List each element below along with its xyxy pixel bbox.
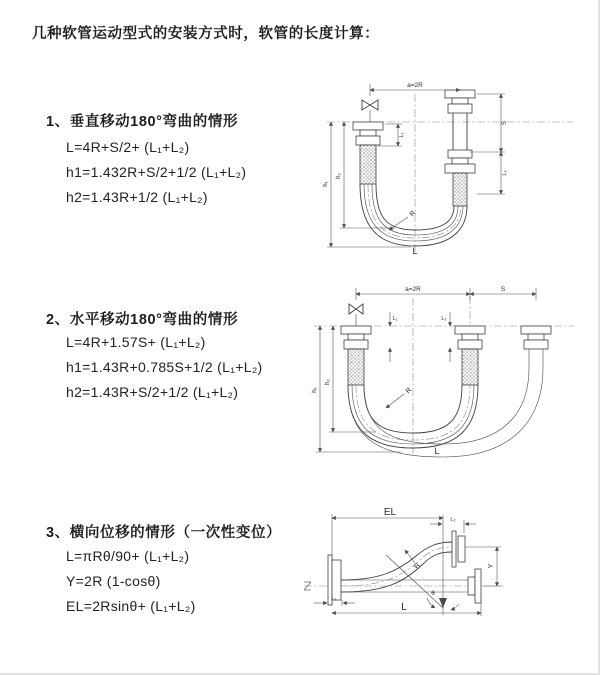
- dim-span-label: a=2R: [407, 82, 423, 89]
- section-2-formula-h1: h1=1.43R+0.785S+1/2 (L₁+L₂): [66, 359, 263, 375]
- dim-span-label: a=2R: [405, 286, 421, 293]
- section-3-formula-y: Y=2R (1-cosθ): [66, 573, 161, 589]
- dim-h2-label: h₂: [325, 379, 331, 385]
- flange-right-moved: [521, 326, 551, 368]
- section-1-heading: 1、垂直移动180°弯曲的情形: [46, 114, 239, 130]
- dim-h1-label: h₁: [312, 387, 318, 393]
- dimensions: [312, 286, 536, 456]
- section-3-heading: 3、横向位移的情形（一次性变位）: [46, 525, 282, 541]
- flange-right-upper: [445, 90, 475, 150]
- braided-hose-section: [453, 173, 467, 206]
- flange-middle: [455, 326, 485, 385]
- page-title: 几种软管运动型式的安装方式时，软管的长度计算：: [32, 26, 380, 42]
- valve-icon: [349, 304, 363, 326]
- angle-theta-label: θ: [431, 590, 435, 597]
- dim-fitting-left-label: L₁: [331, 596, 337, 602]
- dim-fitting-right-label: L₂: [441, 316, 447, 322]
- length-label: L: [401, 602, 407, 613]
- dim-y-label: Y: [488, 563, 495, 569]
- section-1-formula-l: L=4R+S/2+ (L₁+L₂): [66, 139, 190, 155]
- diagram-lateral-displacement: [302, 503, 600, 651]
- diagram-vertical-180-bend: [315, 76, 587, 256]
- length-label: L: [412, 246, 418, 256]
- s-curve-hose-displaced: [341, 542, 452, 592]
- flange-right-original: [468, 569, 481, 603]
- dim-fitting-left-label: L₁: [399, 132, 405, 138]
- dim-fitting-right-label: L₂: [502, 170, 508, 176]
- dim-fitting-left-label: L₁: [392, 316, 398, 322]
- flange-left: [353, 122, 383, 184]
- dim-el-label: EL: [383, 507, 397, 518]
- braided-hose-section: [462, 349, 478, 385]
- radius-label: R: [404, 386, 414, 396]
- section-1-formula-h2: h2=1.43R+1/2 (L₁+L₂): [66, 189, 208, 205]
- section-1-formula-h1: h1=1.432R+S/2+1/2 (L₁+L₂): [66, 164, 247, 180]
- radius-label: R: [413, 562, 422, 571]
- section-2-heading: 2、水平移动180°弯曲的情形: [46, 312, 239, 328]
- section-2-formula-l: L=4R+1.57S+ (L₁+L₂): [66, 334, 206, 350]
- dim-stroke-label: S: [500, 286, 506, 293]
- section-3-formula-el: EL=2Rsinθ+ (L₁+L₂): [66, 598, 196, 614]
- u-hose-moved: [348, 368, 543, 457]
- length-label: L: [434, 446, 440, 456]
- dimensions: [314, 507, 501, 616]
- valve-icon: [362, 100, 378, 122]
- dim-stroke-label: S: [502, 120, 508, 126]
- dim-fitting-right-label: L₂: [450, 517, 456, 523]
- section-3-formula-l: L=πRθ/90+ (L₁+L₂): [66, 548, 190, 564]
- flange-upper-displaced: [452, 531, 465, 567]
- flange-right-lower: [445, 150, 475, 206]
- braided-hose-section: [348, 349, 364, 385]
- section-2-formula-h2: h2=1.43R+S/2+1/2 (L₁+L₂): [66, 384, 239, 400]
- angle-pointer: [439, 598, 447, 608]
- dim-h1-label: h₁: [323, 181, 329, 187]
- diagram-horizontal-180-bend: [306, 282, 594, 458]
- dim-h2-label: h₂: [336, 173, 342, 179]
- radius-label: R: [408, 209, 418, 219]
- flange-left: [341, 326, 371, 385]
- braided-hose-section: [360, 145, 376, 184]
